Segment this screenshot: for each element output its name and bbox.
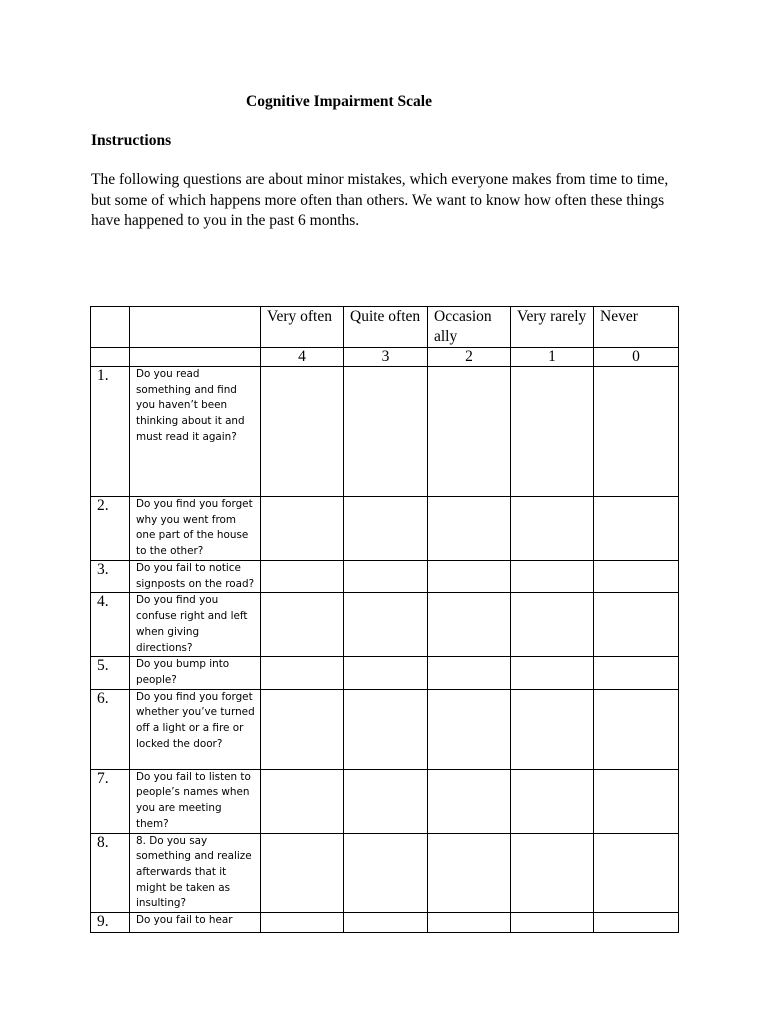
response-cell[interactable] — [261, 913, 344, 933]
response-cell[interactable] — [511, 913, 594, 933]
column-header: Very rarely — [511, 307, 594, 348]
response-cell[interactable] — [511, 769, 594, 833]
score-value: 0 — [594, 348, 679, 367]
blank-cell — [91, 348, 130, 367]
response-cell[interactable] — [428, 593, 511, 657]
blank-cell — [130, 307, 261, 348]
question-number: 5. — [91, 657, 130, 689]
response-cell[interactable] — [261, 833, 344, 913]
question-text: Do you fail to listen to people’s names when you are meeting them? — [130, 769, 261, 833]
table-row — [91, 833, 679, 913]
table-row — [91, 657, 679, 689]
response-cell[interactable] — [344, 593, 428, 657]
response-cell[interactable] — [428, 497, 511, 561]
response-cell[interactable] — [594, 769, 679, 833]
response-cell[interactable] — [511, 561, 594, 593]
response-cell[interactable] — [261, 593, 344, 657]
response-cell[interactable] — [511, 657, 594, 689]
response-cell[interactable] — [344, 769, 428, 833]
column-header: Occasion ally — [428, 307, 511, 348]
response-cell[interactable] — [594, 833, 679, 913]
response-cell[interactable] — [261, 561, 344, 593]
instructions-heading: Instructions — [91, 132, 172, 149]
table-row — [91, 593, 679, 657]
question-text: Do you read something and find you haven’t been thinking about it and must read it again? — [130, 367, 261, 497]
response-cell[interactable] — [261, 657, 344, 689]
column-header: Very often — [261, 307, 344, 348]
response-cell[interactable] — [428, 833, 511, 913]
response-cell[interactable] — [594, 913, 679, 933]
blank-cell — [91, 307, 130, 348]
response-cell[interactable] — [344, 497, 428, 561]
question-number: 8. — [91, 833, 130, 913]
response-cell[interactable] — [428, 561, 511, 593]
response-cell[interactable] — [344, 689, 428, 769]
question-number: 7. — [91, 769, 130, 833]
question-text: Do you fail to notice signposts on the road? — [130, 561, 261, 593]
table-row — [91, 769, 679, 833]
question-text: Do you find you confuse right and left when giving directions? — [130, 593, 261, 657]
score-value: 3 — [344, 348, 428, 367]
response-cell[interactable] — [594, 657, 679, 689]
response-cell[interactable] — [261, 367, 344, 497]
score-row — [91, 348, 679, 367]
table-row — [91, 561, 679, 593]
response-cell[interactable] — [594, 689, 679, 769]
question-number: 4. — [91, 593, 130, 657]
table-row — [91, 367, 679, 497]
question-number: 6. — [91, 689, 130, 769]
response-cell[interactable] — [594, 497, 679, 561]
response-cell[interactable] — [344, 913, 428, 933]
response-cell[interactable] — [428, 689, 511, 769]
question-text: 8. Do you say something and realize afterwards that it might be taken as insulting? — [130, 833, 261, 913]
response-cell[interactable] — [261, 497, 344, 561]
scale-table — [90, 306, 679, 933]
score-value: 4 — [261, 348, 344, 367]
response-cell[interactable] — [594, 561, 679, 593]
column-header: Quite often — [344, 307, 428, 348]
column-header: Never — [594, 307, 679, 348]
response-cell[interactable] — [344, 561, 428, 593]
response-cell[interactable] — [594, 367, 679, 497]
response-cell[interactable] — [594, 593, 679, 657]
blank-cell — [130, 348, 261, 367]
response-cell[interactable] — [428, 657, 511, 689]
response-cell[interactable] — [428, 913, 511, 933]
response-cell[interactable] — [511, 593, 594, 657]
response-cell[interactable] — [344, 833, 428, 913]
question-text: Do you bump into people? — [130, 657, 261, 689]
score-value: 2 — [428, 348, 511, 367]
score-value: 1 — [511, 348, 594, 367]
question-number: 2. — [91, 497, 130, 561]
response-cell[interactable] — [428, 367, 511, 497]
intro-paragraph: The following questions are about minor mistakes, which everyone makes from time to time, but some of which happens more often than others. We want to know how often these things have happened to you in the past 6 months. — [91, 171, 669, 229]
response-cell[interactable] — [428, 769, 511, 833]
response-cell[interactable] — [261, 769, 344, 833]
question-number: 9. — [91, 913, 130, 933]
question-text: Do you find you forget whether you’ve turned off a light or a fire or locked the door? — [130, 689, 261, 769]
table-row — [91, 689, 679, 769]
question-text: Do you find you forget why you went from one part of the house to the other? — [130, 497, 261, 561]
response-cell[interactable] — [511, 689, 594, 769]
response-cell[interactable] — [511, 497, 594, 561]
question-number: 3. — [91, 561, 130, 593]
question-text: Do you fail to hear — [130, 913, 261, 933]
response-cell[interactable] — [344, 367, 428, 497]
table-row — [91, 913, 679, 933]
table-row — [91, 497, 679, 561]
response-cell[interactable] — [261, 689, 344, 769]
response-cell[interactable] — [511, 367, 594, 497]
question-number: 1. — [91, 367, 130, 497]
table-header-row — [91, 307, 679, 348]
response-cell[interactable] — [344, 657, 428, 689]
page-title: Cognitive Impairment Scale — [246, 93, 432, 110]
response-cell[interactable] — [511, 833, 594, 913]
